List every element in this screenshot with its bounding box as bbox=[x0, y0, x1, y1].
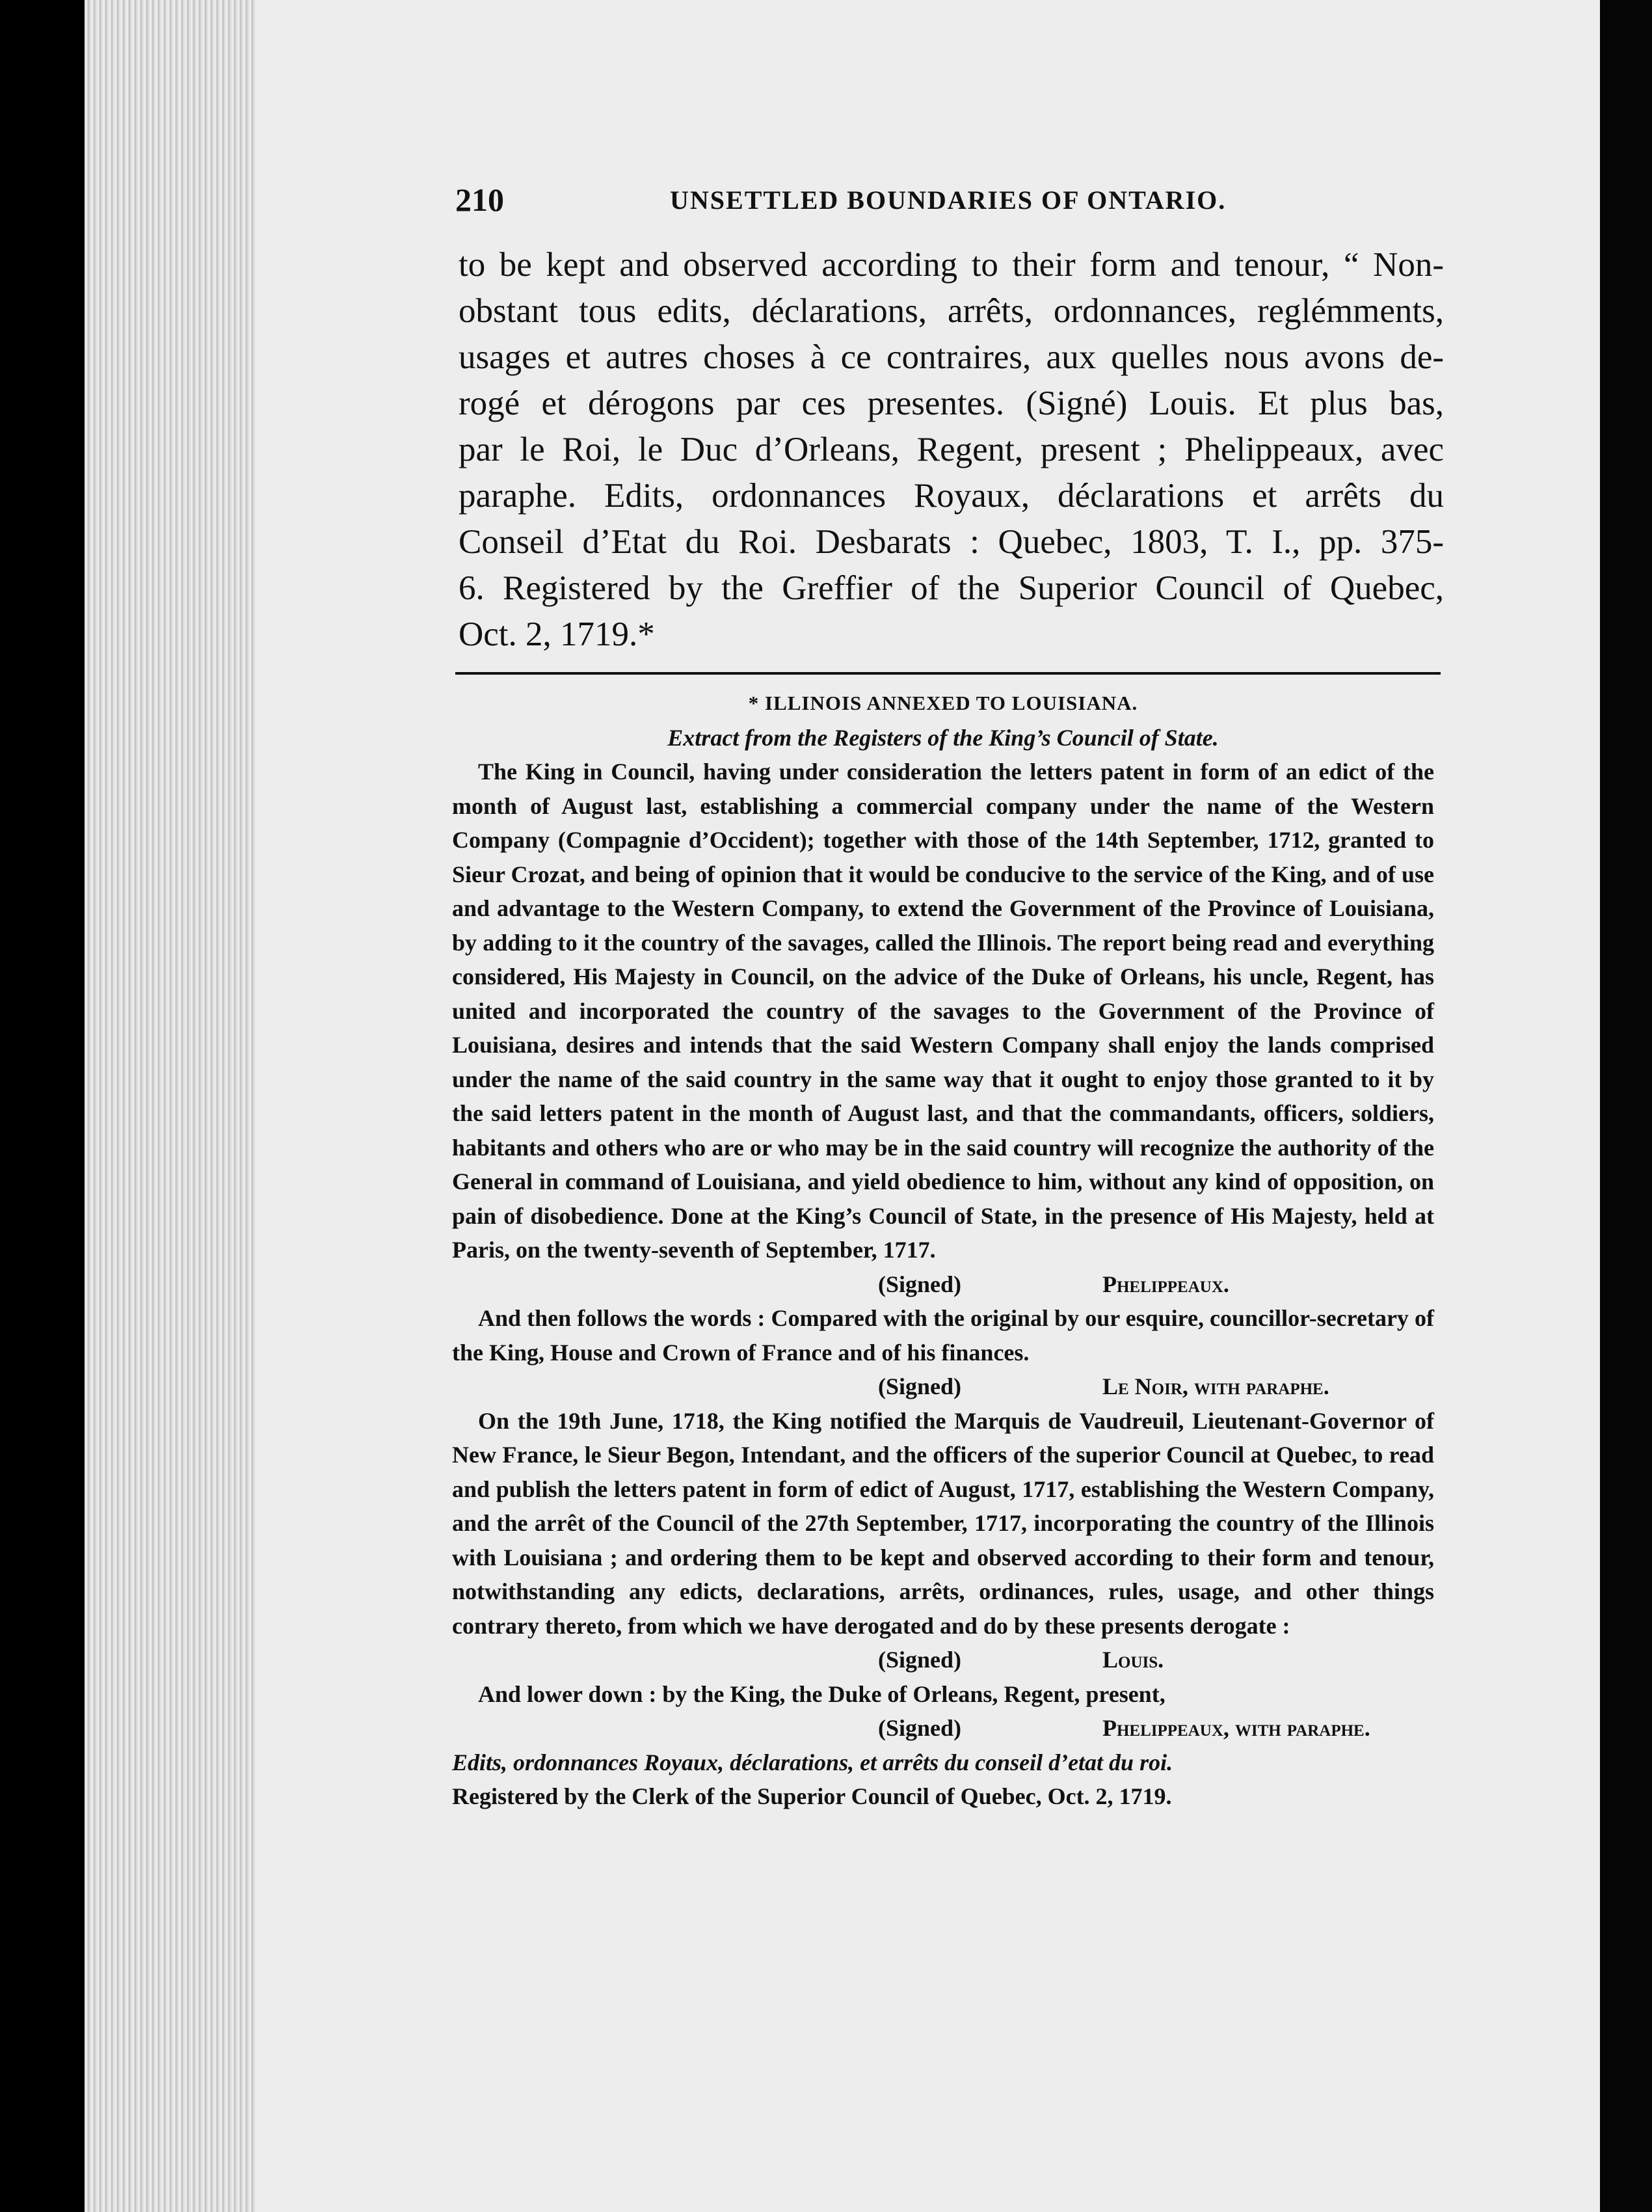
footnote-paragraph: On the 19th June, 1718, the King notified the Marquis de Vaudreuil, Lieutenant-Governor of New France, le Sieur Begon, Intendant, and the officers of the superior Council at Quebec, to read and publish the letters patent in form of edict of August, 1717, establishing the Western Company, and the arrêt of the Council of the 27th September, 1717, incorporating the country of the Illinois with Louisiana ; and ordering them to be kept and observed according to their form and tenour, notwithstanding any edicts, declarations, arrêts, ordinances, rules, usage, and other things contrary thereto, from which we have derogated and do by these presents derogate : bbox=[452, 1407, 1434, 1639]
main-line: rogé et dérogons par ces presentes. (Signé) Louis. Et plus bas, bbox=[459, 384, 1444, 422]
footnote-citation: Edits, ordonnances Royaux, déclarations, et arrêts du conseil d’etat du roi. bbox=[452, 1749, 1173, 1775]
main-line: 6. Registered by the Greffier of the Superior Council of Quebec, bbox=[459, 569, 1444, 607]
signature-line bbox=[452, 1643, 1434, 1677]
signature-line bbox=[452, 1711, 1434, 1746]
main-line: paraphe. Edits, ordonnances Royaux, déclarations et arrêts du bbox=[459, 477, 1444, 515]
main-text bbox=[459, 242, 1444, 658]
main-line: usages et autres choses à ce contraires, aux quelles nous avons de- bbox=[459, 338, 1444, 376]
footnote-paragraph: And lower down : by the King, the Duke of Orleans, Regent, present, bbox=[478, 1680, 1166, 1707]
signed-label: (Signed) bbox=[878, 1715, 962, 1741]
main-line: par le Roi, le Duc d’Orleans, Regent, present ; Phelippeaux, avec bbox=[459, 431, 1444, 468]
signatory-name: Le Noir, with paraphe. bbox=[1102, 1373, 1329, 1399]
signatory-name: Phelippeaux. bbox=[1102, 1271, 1229, 1297]
footnote bbox=[452, 686, 1434, 1814]
signatory-name: Phelippeaux, with paraphe. bbox=[1102, 1715, 1370, 1741]
page-number: 210 bbox=[455, 182, 504, 218]
scan-border bbox=[1600, 0, 1652, 2212]
footnote-title: * ILLINOIS ANNEXED TO LOUISIANA. bbox=[748, 692, 1138, 714]
footnote-subtitle: Extract from the Registers of the King’s Council of State. bbox=[667, 724, 1219, 751]
signature-line bbox=[452, 1267, 1434, 1302]
signed-label: (Signed) bbox=[878, 1271, 962, 1297]
book-page-edges bbox=[85, 0, 260, 2212]
running-title: UNSETTLED BOUNDARIES OF ONTARIO. bbox=[670, 185, 1227, 215]
main-line: Oct. 2, 1719.* bbox=[459, 615, 655, 653]
signed-label: (Signed) bbox=[878, 1373, 962, 1399]
main-line: to be kept and observed according to their form and tenour, “ Non- bbox=[459, 246, 1444, 284]
main-line: Conseil d’Etat du Roi. Desbarats : Quebec, 1803, T. I., pp. 375- bbox=[459, 523, 1444, 561]
signed-label: (Signed) bbox=[878, 1647, 962, 1673]
signatory-name: Louis. bbox=[1102, 1647, 1164, 1673]
signature-line bbox=[452, 1369, 1434, 1404]
footnote-registration: Registered by the Clerk of the Superior Council of Quebec, Oct. 2, 1719. bbox=[452, 1783, 1172, 1809]
footnote-paragraph: And then follows the words : Compared with the original by our esquire, councillor-secretary of the King, House and Crown of France and of his finances. bbox=[452, 1305, 1434, 1366]
footnote-paragraph: The King in Council, having under consideration the letters patent in form of an edict of the month of August last, establishing a commercial company under the name of the Western Company (Compagnie d’Occident); together with those of the 14th September, 1712, granted to Sieur Crozat, and being of opinion that it would be conducive to the service of the King, and of use and advantage to the Western Company, to extend the Government of the Province of Louisiana, by adding to it the country of the savages, called the Illinois. The report being read and everything considered, His Majesty in Council, on the advice of the Duke of Orleans, his uncle, Regent, has united and incorporated the country of the savages to the Government of the Province of Louisiana, desires and intends that the said Western Company shall enjoy the lands comprised under the name of the said country in the same way that it ought to enjoy those granted to it by the said letters patent in the month of August last, and that the commandants, officers, soldiers, habitants and others who are or who may be in the said country will recognize the authority of the General in command of Louisiana, and yield obedience to him, without any kind of opposition, on pain of disobedience. Done at the King’s Council of State, in the presence of His Majesty, held at Paris, on the twenty-seventh of September, 1717. bbox=[452, 759, 1434, 1263]
running-head bbox=[455, 181, 1457, 220]
footnote-divider bbox=[455, 672, 1441, 675]
main-line: obstant tous edits, déclarations, arrêts, ordonnances, reglémments, bbox=[459, 292, 1444, 330]
